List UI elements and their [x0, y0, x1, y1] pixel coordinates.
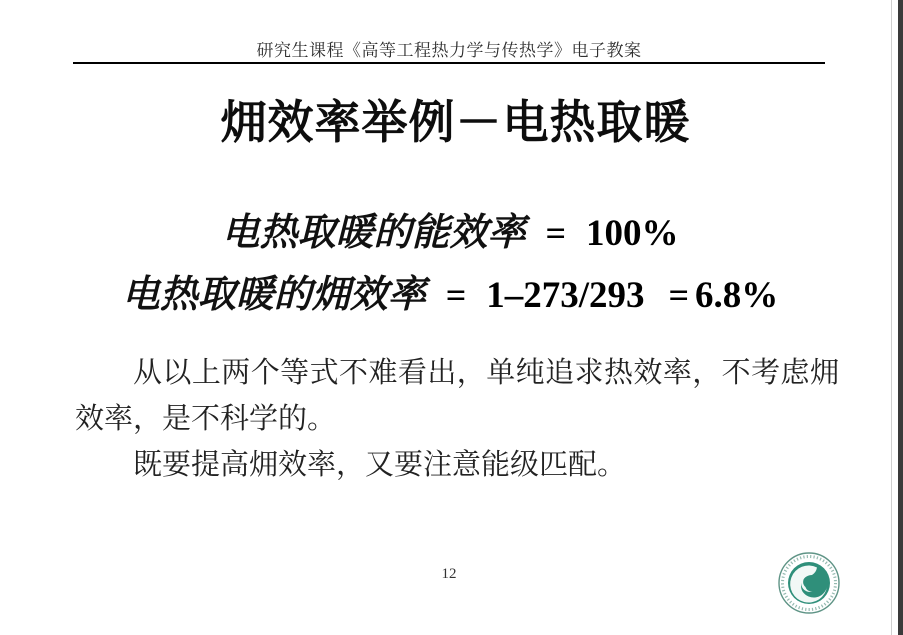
equation2-lhs: 电热取暖的㶲效率	[121, 274, 426, 316]
university-seal-logo	[777, 549, 841, 615]
course-header: 研究生课程《高等工程热力学与传热学》电子教案	[256, 41, 642, 60]
window-edge-highlight	[891, 0, 892, 635]
slide-title: 㶲效率举例－电热取暖	[220, 96, 691, 148]
equation-energy-efficiency	[45, 206, 855, 268]
window-edge-border	[898, 0, 903, 635]
equation1-lhs: 电热取暖的能效率	[221, 212, 526, 254]
equation-exergy-efficiency	[45, 268, 855, 330]
paragraph-conclusion: 从以上两个等式不难看出，单纯追求热效率，不考虑㶲效率，是不科学的。	[75, 357, 839, 435]
equation2-equals-sign-2: =	[668, 275, 690, 315]
equation2-equals-sign: =	[445, 275, 467, 315]
university-seal-icon	[777, 549, 841, 615]
page-number: 12	[441, 566, 457, 582]
equations-block	[45, 206, 855, 330]
equation2-value: 6.8%	[695, 275, 779, 316]
equation1-equals-sign: =	[545, 213, 567, 253]
paragraph-advice: 既要提高㶲效率，又要注意能级匹配。	[133, 449, 627, 481]
equation1-value: 100%	[586, 213, 679, 254]
equation2-expression: 1–273/293	[486, 275, 645, 316]
header-divider	[73, 62, 825, 64]
